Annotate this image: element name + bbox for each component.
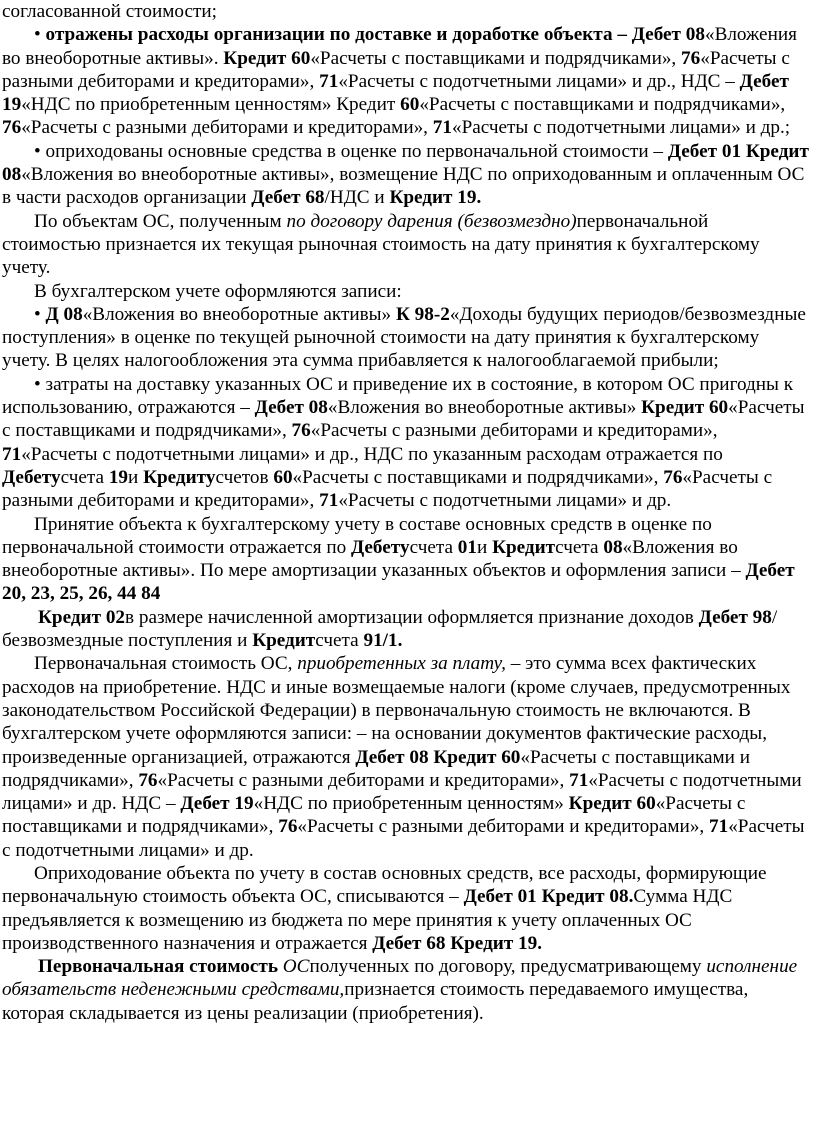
text-run: /НДС и — [324, 187, 390, 209]
text-run: и — [128, 466, 144, 488]
text-run: «Вложения во внеоборотные активы» — [327, 397, 642, 419]
paragraph-12 — [2, 955, 810, 1025]
text-run: 71 — [569, 769, 589, 791]
text-run: «Расчеты с поставщиками и подрядчиками», — [2, 746, 750, 791]
text-run: «Расчеты с поставщиками и подрядчиками», — [310, 47, 682, 69]
text-run: «Расчеты с подотчетными лицами» и др. — [338, 490, 672, 512]
text-run: Дебет 68 — [251, 187, 325, 209]
paragraph-4 — [2, 210, 810, 280]
text-run: счета — [409, 536, 458, 558]
text-run: «Расчеты с подотчетными лицами» и др. НДС – — [2, 769, 802, 815]
text-run: «Расчеты с поставщиками и подрядчиками», — [419, 94, 786, 116]
text-run: Дебет 08 Кредит 60 — [355, 746, 521, 768]
text-run: 76 — [681, 47, 701, 69]
text-run: «Расчеты с поставщиками и подрядчиками», — [2, 397, 805, 442]
text-run: «Расчеты с поставщиками и подрядчиками», — [2, 793, 746, 838]
text-run: Дебет 20, 23, 25, 26, 44 84 — [2, 560, 795, 605]
text-run: «Расчеты с подотчетными лицами» и др., НДС – — [338, 70, 740, 92]
paragraph-5 — [2, 280, 810, 303]
text-run: К 98-2 — [395, 303, 450, 325]
paragraph-3 — [2, 140, 810, 210]
text-run: 71 — [319, 70, 339, 92]
text-run: Дебет 68 Кредит 19. — [372, 932, 543, 954]
text-run: «Вложения во внеоборотные активы». — [2, 24, 797, 69]
text-run: «Расчеты с подотчетными лицами» и др. — [2, 816, 805, 861]
text-run: «Вложения во внеоборотные активы». По мере амортизации указанных объектов и оформления записи – — [2, 536, 746, 582]
text-run: «Вложения во внеоборотные активы», возмещение НДС по оприходованным и оплаченным ОС в части расходов организации — [2, 164, 805, 209]
text-run: 60 — [400, 94, 420, 116]
text-run: «Расчеты с разными дебиторами и кредиторами», — [310, 420, 718, 442]
text-run: первоначальной стоимостью признается их текущая рыночная стоимость на дату принятия к бухгалтерскому учету. — [2, 210, 760, 279]
paragraph-7 — [2, 373, 810, 513]
text-run: «Расчеты с разными дебиторами и кредиторами», — [297, 816, 710, 838]
text-run: счета — [60, 466, 109, 488]
text-run: Кредит — [252, 630, 316, 652]
text-run: счета — [315, 630, 364, 652]
text-run: 76 — [2, 117, 22, 139]
paragraph-8 — [2, 513, 810, 606]
text-run: 76 — [291, 420, 311, 442]
text-run: Оприходование объекта по учету в состав основных средств, все расходы, формирующие первоначальную стоимость объекта ОС, списываются – — [2, 862, 767, 908]
text-run: признается стоимость передаваемого имущества, которая складывается из цены реализации (приобретения). — [2, 979, 749, 1024]
text-run: и — [476, 536, 493, 558]
text-run: 76 — [663, 466, 683, 488]
text-run: «Расчеты с поставщиками и подрядчиками», — [292, 466, 664, 488]
paragraph-2 — [2, 23, 810, 139]
text-run: счетов — [215, 466, 274, 488]
text-run: «Расчеты с разными дебиторами и кредиторами», — [21, 117, 433, 139]
text-run: «Вложения во внеоборотные активы» — [82, 303, 396, 325]
text-run: 91/1. — [363, 630, 403, 652]
text-run: • оприходованы основные средства в оценке по первоначальной стоимости – — [34, 140, 668, 162]
text-run: Кредит 19. — [389, 187, 482, 209]
text-run: 76 — [278, 816, 298, 838]
text-run: Д 08 — [45, 303, 83, 325]
paragraph-9 — [2, 606, 810, 653]
text-run: Кредит 60 — [568, 793, 656, 815]
paragraph-6 — [2, 303, 810, 373]
text-run: Кредиту — [143, 466, 216, 488]
text-run: исполнение обязательств неденежными средствами, — [2, 956, 798, 1001]
text-run: 71 — [432, 117, 452, 139]
text-run: отражены расходы организации по доставке и доработке объекта – Дебет 08 — [45, 24, 705, 46]
text-run: • затраты на доставку указанных ОС и приведение их в состояние, в котором ОС пригодны к использованию, отражаются – — [2, 373, 794, 419]
text-run: Дебету — [350, 536, 410, 558]
text-run: Дебет 19 — [180, 793, 254, 815]
text-run: «Расчеты с подотчетными лицами» и др.; — [451, 117, 791, 139]
text-run: полученных по договору, предусматривающему — [309, 956, 707, 978]
text-run: Дебет 19 — [2, 70, 789, 116]
text-run: 19 — [108, 466, 128, 488]
text-run: Первоначальная стоимость — [38, 956, 283, 978]
text-run: 71 — [2, 443, 22, 465]
text-run: Дебет 01 Кредит 08. — [463, 886, 634, 908]
text-run: Дебет 08 — [254, 397, 328, 419]
text-run: приобретенных за плату, — [297, 653, 506, 675]
text-run: Дебет 01 Кредит 08 — [2, 140, 809, 186]
paragraph-10 — [2, 652, 810, 862]
text-run: «Расчеты с разными дебиторами и кредиторами», — [157, 769, 570, 791]
paragraph-1 — [2, 0, 810, 23]
text-run: • — [34, 303, 46, 325]
text-run: 71 — [319, 490, 339, 512]
text-run: Первоначальная стоимость ОС, — [34, 653, 298, 675]
text-run: Кредит — [492, 536, 556, 558]
text-run: 60 — [273, 466, 293, 488]
text-run: «Доходы будущих периодов/безвозмездные поступления» в оценке по текущей рыночной стоимости на дату принятия к бухгалтерскому учету. В целях налогообложения эта сумма прибавляется к налогооблагаемой прибыли; — [2, 303, 806, 372]
text-run: Кредит 60 — [223, 47, 311, 69]
text-run: ОС — [282, 956, 310, 978]
text-run: счета — [555, 536, 604, 558]
text-run: «Расчеты с подотчетными лицами» и др., НДС по указанным расходам отражается по — [21, 443, 723, 465]
text-run: «Расчеты с разными дебиторами и кредиторами», — [2, 466, 773, 512]
text-run: в размере начисленной амортизации оформляется признание доходов — [125, 606, 699, 628]
text-run: 71 — [709, 816, 729, 838]
text-run: согласованной стоимости; — [2, 1, 217, 22]
text-run: «НДС по приобретенным ценностям» Кредит — [21, 94, 401, 116]
text-run: /безвозмездные поступления и — [2, 606, 778, 652]
text-run: 08 — [603, 536, 623, 558]
text-run: «Расчеты с разными дебиторами и кредиторами», — [2, 47, 790, 92]
text-run: по договору дарения (безвозмездно) — [286, 210, 577, 232]
text-run: По объектам ОС, полученным — [34, 210, 287, 232]
text-run: В бухгалтерском учете оформляются записи: — [34, 280, 402, 302]
text-run: Дебет 98 — [698, 606, 772, 628]
text-run: «НДС по приобретенным ценностям» — [253, 793, 569, 815]
text-run: Дебету — [2, 466, 61, 488]
text-run: Принятие объекта к бухгалтерскому учету в составе основных средств в оценке по первоначальной стоимости отражается по — [2, 513, 712, 558]
text-run: Сумма НДС предъявляется к возмещению из бюджета по мере принятия к учету оплаченных ОС производственного назначения и отражается — [2, 886, 733, 954]
text-run: • — [34, 24, 46, 46]
text-run: 01 — [457, 536, 477, 558]
text-run: Кредит 02 — [38, 606, 126, 628]
text-run: – это сумма всех фактических расходов на приобретение. НДС и иные возмещаемые налоги (кроме случаев, предусмотренных законодательством Российской Федерации) в первоначальную стоимость не включаются. В бухгалтерском учете оформляются записи: – на основании документов фактические расходы, произведенные организацией, отражаются — [2, 653, 791, 768]
text-run: Кредит 60 — [641, 397, 729, 419]
text-run: 76 — [138, 769, 158, 791]
paragraph-11 — [2, 862, 810, 955]
